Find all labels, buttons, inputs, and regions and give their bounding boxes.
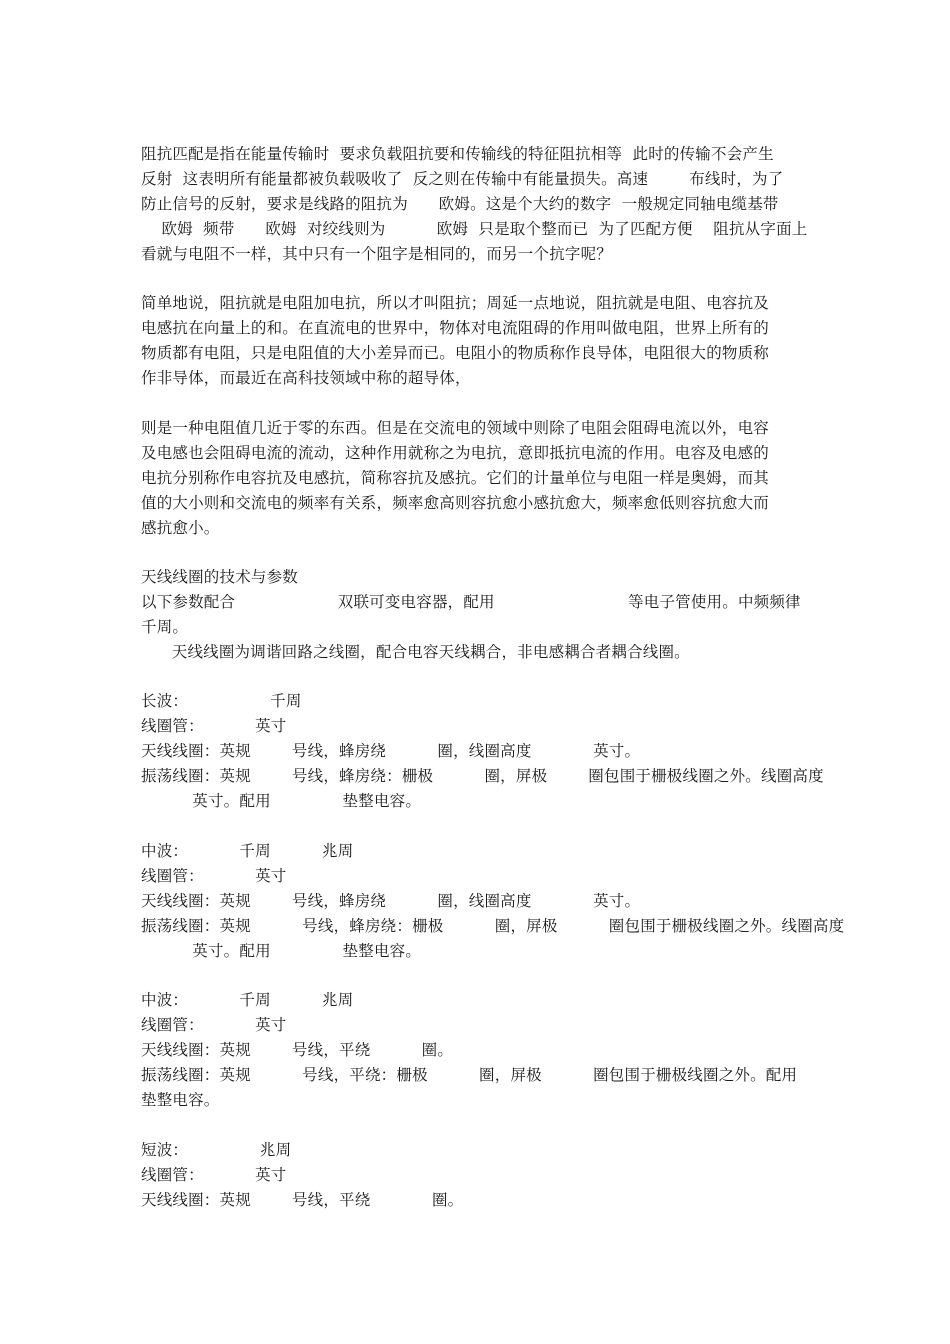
text-line: 英寸。配用 垫整电容。 bbox=[141, 792, 422, 810]
text-line: 振荡线圈：英规 号线，蜂房绕：栅极 圈，屏极 圈包围于栅极线圈之外。线圈高度 bbox=[141, 917, 845, 935]
text-line: 感抗愈小。 bbox=[141, 519, 220, 537]
text-line: 天线线圈：英规 号线，蜂房绕 圈，线圈高度 英寸。 bbox=[141, 892, 641, 910]
text-line: 线圈管： 英寸 bbox=[141, 1166, 287, 1184]
text-line: 电抗分别称作电容抗及电感抗，简称容抗及感抗。它们的计量单位与电阻一样是奥姆，而其 bbox=[141, 469, 770, 487]
text-line: 中波： 千周 兆周 bbox=[141, 842, 354, 860]
text-line: 电感抗在向量上的和。在直流电的世界中，物体对电流阻碍的作用叫做电阻，世界上所有的 bbox=[141, 319, 770, 337]
text-line: 英寸。配用 垫整电容。 bbox=[141, 942, 422, 960]
text-line: 千周。 bbox=[141, 618, 189, 636]
text-line: 反射 这表明所有能量都被负载吸收了 反之则在传输中有能量损失。高速 布线时，为了 bbox=[141, 170, 784, 188]
text-line: 线圈管： 英寸 bbox=[141, 1016, 287, 1034]
text-line: 则是一种电阻值几近于零的东西。但是在交流电的领域中则除了电阻会阻碍电流以外，电容 bbox=[141, 419, 770, 437]
text-line: 垫整电容。 bbox=[141, 1091, 220, 1109]
text-line: 物质都有电阻，只是电阻值的大小差异而已。电阻小的物质称作良导体，电阻很大的物质称 bbox=[141, 344, 770, 362]
text-line: 天线线圈为调谐回路之线圈，配合电容天线耦合，非电感耦合者耦合线圈。 bbox=[141, 643, 690, 661]
section-heading: 天线线圈的技术与参数 bbox=[141, 568, 299, 586]
text-line: 线圈管： 英寸 bbox=[141, 717, 287, 735]
text-line: 简单地说，阻抗就是电阻加电抗，所以才叫阻抗；周延一点地说，阻抗就是电阻、电容抗及 bbox=[141, 294, 770, 312]
text-line: 天线线圈：英规 号线，平绕 圈。 bbox=[141, 1191, 464, 1209]
text-line: 中波： 千周 兆周 bbox=[141, 991, 354, 1009]
text-line: 及电感也会阻碍电流的流动，这种作用就称之为电抗，意即抵抗电流的作用。电容及电感的 bbox=[141, 444, 770, 462]
text-line: 振荡线圈：英规 号线，平绕：栅极 圈，屏极 圈包围于栅极线圈之外。配用 bbox=[141, 1066, 798, 1084]
text-line: 天线线圈：英规 号线，蜂房绕 圈，线圈高度 英寸。 bbox=[141, 742, 641, 760]
text-line: 阻抗匹配是指在能量传输时 要求负载阻抗要和传输线的特征阻抗相等 此时的传输不会产生 bbox=[141, 145, 774, 163]
text-line: 欧姆 频带 欧姆 对绞线则为 欧姆 只是取个整而已 为了匹配方便 阻抗从字面上 bbox=[141, 220, 808, 238]
text-line: 振荡线圈：英规 号线，蜂房绕：栅极 圈，屏极 圈包围于栅极线圈之外。线圈高度 bbox=[141, 767, 824, 785]
text-line: 防止信号的反射，要求是线路的阻抗为 欧姆。这是个大约的数字 一般规定同轴电缆基带 bbox=[141, 195, 779, 213]
text-line: 看就与电阻不一样，其中只有一个阻字是相同的，而另一个抗字呢？ bbox=[141, 245, 613, 263]
text-line: 以下参数配合 双联可变电容器，配用 等电子管使用。中频频律 bbox=[141, 593, 801, 611]
text-line: 作非导体，而最近在高科技领域中称的超导体， bbox=[141, 369, 471, 387]
text-line: 短波： 兆周 bbox=[141, 1141, 292, 1159]
text-line: 天线线圈：英规 号线，平绕 圈。 bbox=[141, 1041, 454, 1059]
text-line: 线圈管： 英寸 bbox=[141, 867, 287, 885]
text-line: 值的大小则和交流电的频率有关系，频率愈高则容抗愈小感抗愈大，频率愈低则容抗愈大而 bbox=[141, 494, 770, 512]
text-line: 长波： 千周 bbox=[141, 692, 302, 710]
